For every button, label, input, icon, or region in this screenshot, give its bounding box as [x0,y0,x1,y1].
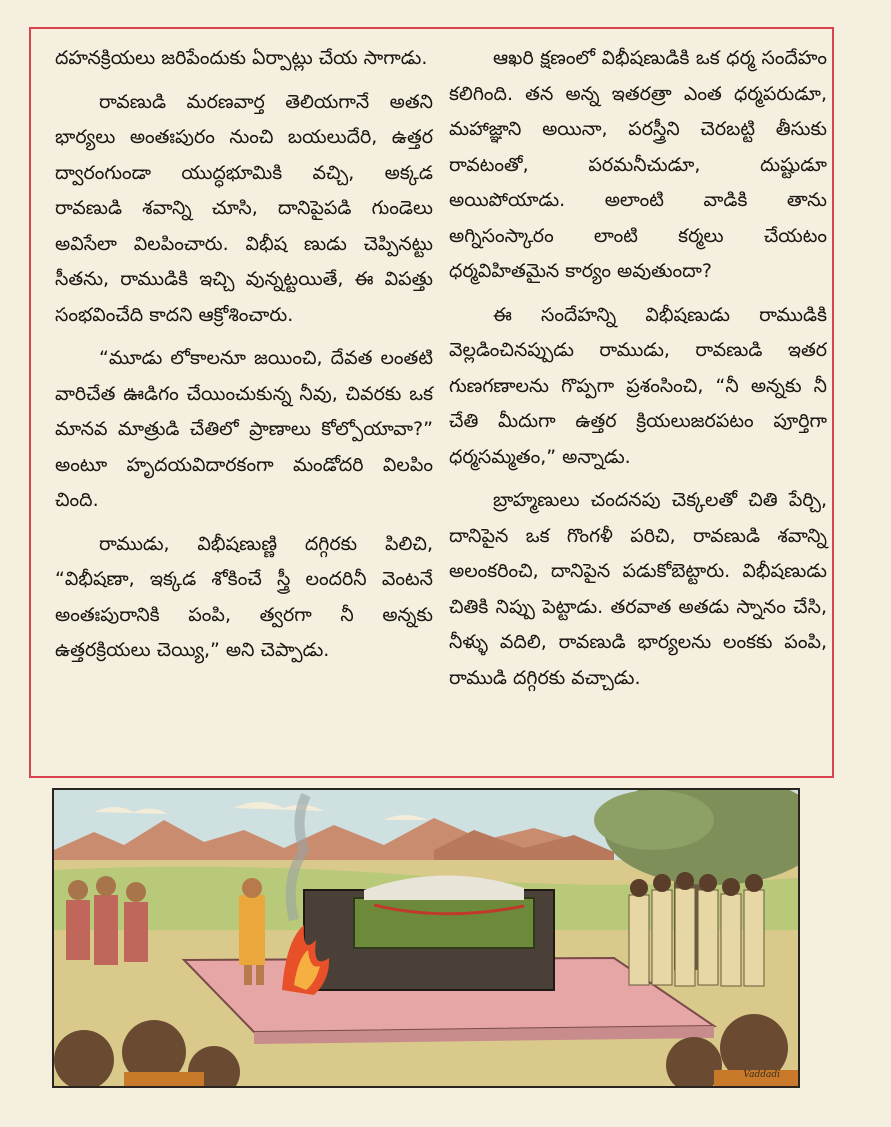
paragraph: “మూడు లోకాలనూ జయించి, దేవత లంతటి వారిచేత ఊడిగం చేయించుకున్న నీవు, చివరకు ఒక మానవ మాత్రుడి చేతిలో ప్రాణాలు కోల్పోయావా?” అంటూ హృదయవిదారకంగా మండోదరి విలపిం చింది. [55,347,433,511]
right-column [449,41,827,704]
paragraph: రాముడు, విభీషణుణ్ణి దగ్గిరకు పిలిచి, “విభీషణా, ఇక్కడ శోకించే స్త్రీ లందరినీ వెంటనే అంతఃపురానికి పంపి, త్వరగా నీ అన్నకు ఉత్తరక్రియలు చెయ్యి,” అని చెప్పాడు. [55,532,433,661]
funeral-pyre-illustration [52,788,800,1088]
paragraph: దహనక్రియలు జరిపేందుకు ఏర్పాట్లు చేయ సాగాడు. [55,47,428,69]
text-frame [29,27,834,778]
paragraph: బ్రాహ్మణులు చందనపు చెక్కలతో చితి పేర్చి, దానిపైన ఒక గొంగళీ పరిచి, రావణుడి శవాన్ని అలంకరించి, దానిపైన పడుకోబెట్టారు. విభీషణుడు చితికి నిప్పు పెట్టాడు. తరవాత అతడు స్నానం చేసి, నీళ్ళు వదిలి, రావణుడి భార్యలను లంకకు పంపి, రాముడి దగ్గిరకు వచ్చాడు. [449,489,827,689]
paragraph: ఈ సందేహన్ని విభీషణుడు రాముడికి వెల్లడించినప్పుడు రాముడు, రావణుడి ఇతర గుణగణాలను గొప్పగా ప్రశంసించి, “నీ అన్నకు నీ చేతి మీదుగా ఉత్తర క్రియలుజరపటం పూర్తిగా ధర్మసమ్మతం,” అన్నాడు. [449,303,827,468]
artist-signature: Vaddadi [743,1070,780,1080]
paragraph: రావణుడి మరణవార్త తెలియగానే అతని భార్యలు అంతఃపురం నుంచి బయలుదేరి, ఉత్తర ద్వారంగుండా యుద్ధభూమికి వచ్చి, అక్కడ రావణుడి శవాన్ని చూసి, దానిపైపడి గుండెలు అవిసేలా విలపించారు. విభీష ణుడు చెప్పినట్టు సీతను, రాముడికి ఇచ్చి వున్నట్టయితే, ఈ విపత్తు సంభవించేది కాదని ఆక్రోశించారు. [55,90,433,326]
paragraph: ఆఖరి క్షణంలో విభీషణుడికి ఒక ధర్మ సందేహం కలిగింది. తన అన్న ఇతరత్రా ఎంత ధర్మపరుడూ, మహాజ్ఞాని అయినా, పరస్త్రీని చెరబట్టి తీసుకు రావటంతో, పరమనీచుడూ, దుష్టుడూ అయిపోయాడు. అలాంటి వాడికి తాను అగ్నిసంస్కారం లాంటి కర్మలు చేయటం ధర్మవిహితమైన కార్యం అవుతుందా? [449,47,827,282]
left-column [55,41,433,677]
illustration-art [54,790,798,1086]
